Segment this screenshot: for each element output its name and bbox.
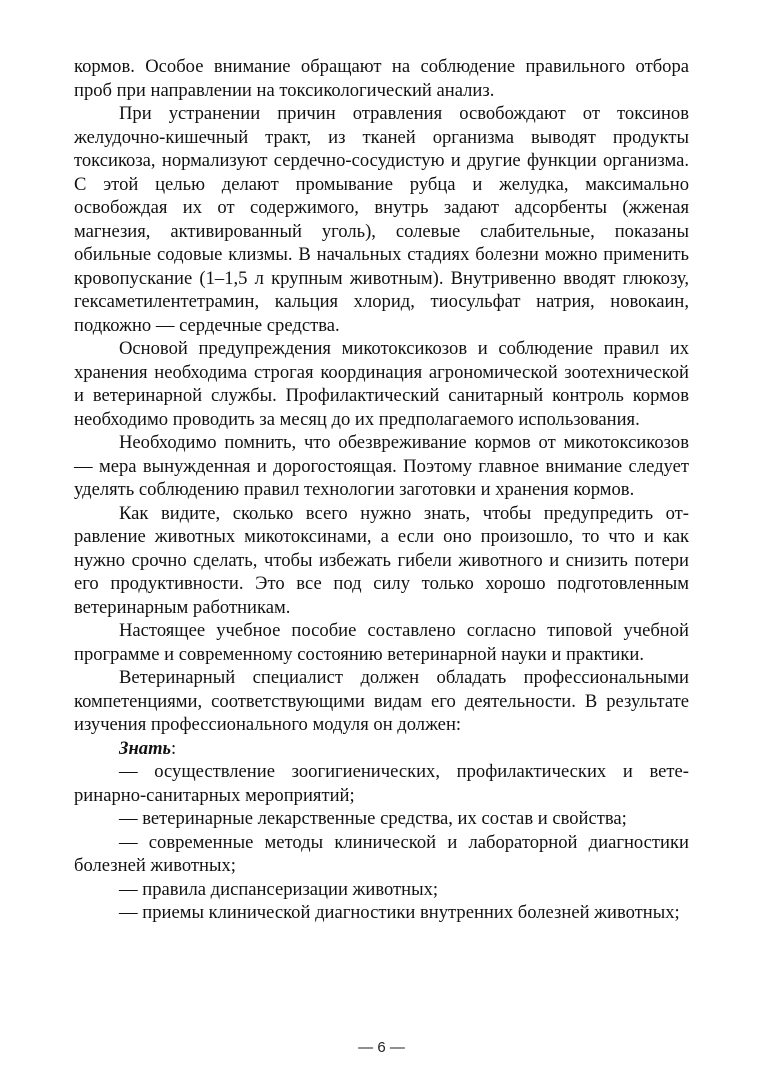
paragraph-detoxification: Необходимо помнить, что обезвреживание кормов от микотоксикозов — мера вынужденная и дорогостоящая. Поэтому главное внимание следует уделять соблюдению правил технологии заготовки и хранения кормов. <box>74 432 689 500</box>
know-label: Знать <box>119 737 172 759</box>
list-item: — осуществление зоогигиенических, профилактических и ветеринарно-санитарных мероприятий; <box>74 761 689 806</box>
list-item: — правила диспансеризации животных; <box>119 878 439 900</box>
body-text <box>74 55 689 925</box>
list-item: — современные методы клинической и лабораторной диагностики болезней животных; <box>74 831 689 876</box>
paragraph-curriculum: Настоящее учебное пособие составлено согласно типовой учебной программе и современному состоянию ветеринарной науки и практики. <box>74 620 689 665</box>
know-colon: : <box>171 737 177 759</box>
paragraph-continuation: кормов. Особое внимание обращают на соблюдение правильного отбора проб при направлении на токсикологический анализ. <box>74 56 689 101</box>
paragraph-treatment: При устранении причин отравления освобождают от токсинов желудочно-кишечный тракт, из тканей организма выводят продукты токсикоза, нормализуют сердечно-сосудистую и другие функции организма. С этой целью делают промывание рубца и желудка, максимально освобождая их от содержимого, внутрь задают адсорбенты (жженая магнезия, активированный уголь), солевые слабительные, показаны обильные содовые клизмы. В начальных стадиях болезни можно применить кровопускание (1–1,5 л крупным животным). Внутривенно вводят глюкозу, гексаметилентетрамин, кальция хлорид, тиосульфат натрия, новокаин, подкожно — сердечные средства. <box>74 103 689 336</box>
page-number: — 6 — <box>358 1039 405 1056</box>
list-item: — ветеринарные лекарственные средства, их состав и свойства; <box>119 808 627 829</box>
paragraph-prevention: Основой предупреждения микотоксикозов и соблюдение правил их хранения необходима строгая координация агрономической зоотехнической и ветеринарной службы. Профилактический санитарный контроль кормов необходимо проводить за месяц до их предполагаемого использования. <box>74 338 689 430</box>
paragraph-knowledge: Как видите, сколько всего нужно знать, чтобы предупредить отравление животных микотоксинами, а если оно произошло, то что и как нужно срочно сделать, чтобы избежать гибели животного и снизить потери его продуктивности. Это все под силу только хорошо подготовленным ветеринарным работникам. <box>74 502 689 618</box>
paragraph-competencies: Ветеринарный специалист должен обладать профессиональными компетенциями, соответствующими видам его деятельности. В результате изучения профессионального модуля он должен: <box>74 667 689 735</box>
know-heading <box>74 737 689 761</box>
list-item: — приемы клинической диагностики внутренних болезней животных; <box>119 902 680 923</box>
